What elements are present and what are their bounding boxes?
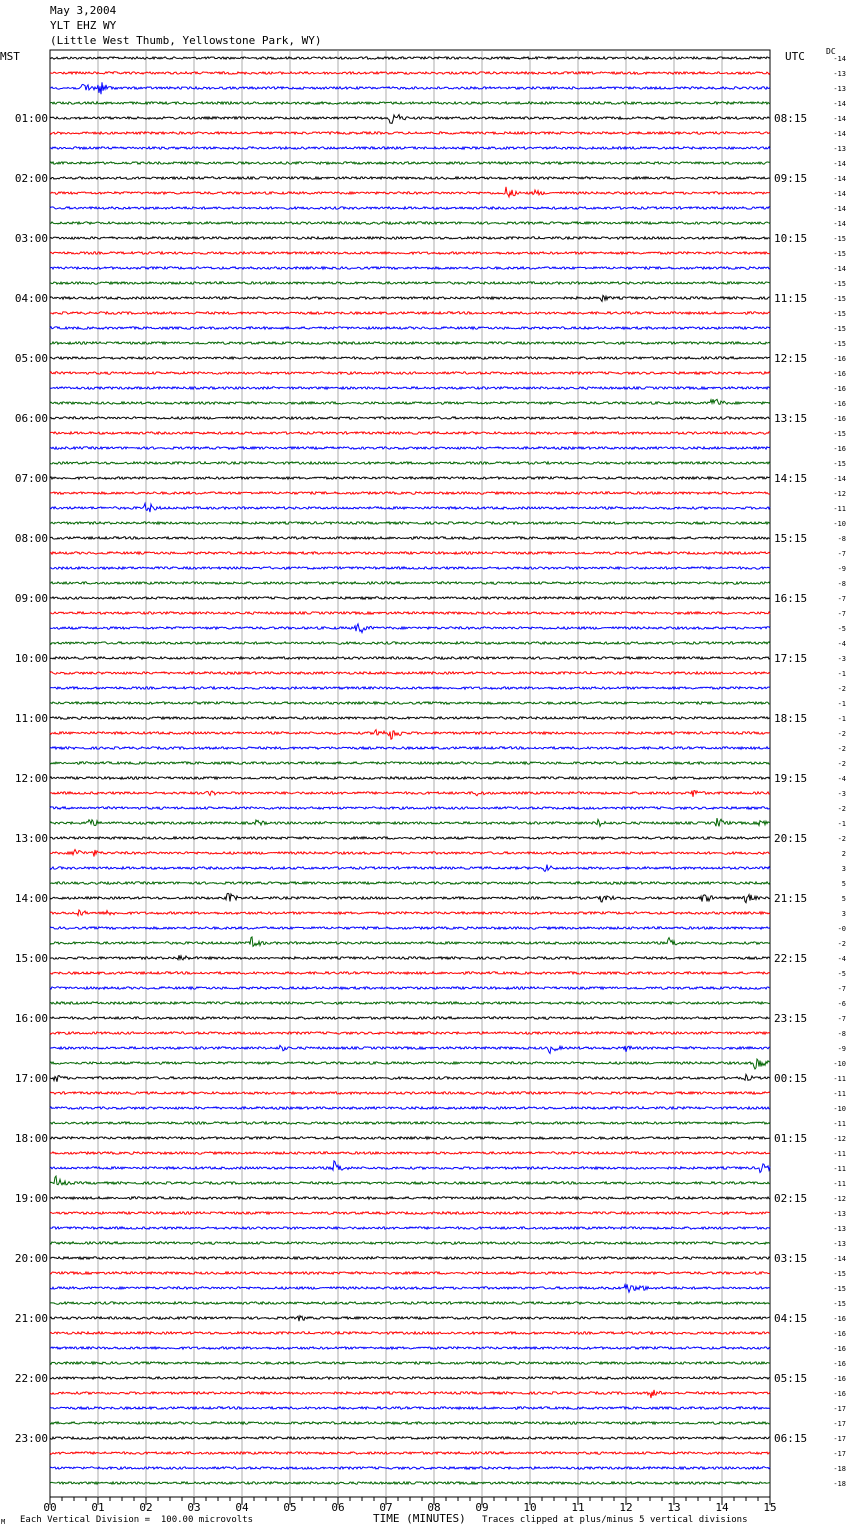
dc-offset-label: -10 [833,520,846,528]
seismic-trace [50,492,770,494]
seismic-trace [50,567,770,569]
dc-offset-label: -13 [833,1225,846,1233]
x-tick-label: 08 [427,1501,441,1514]
utc-hour-label: 21:15 [774,892,808,905]
dc-offset-label: 5 [841,895,846,903]
seismic-trace [50,597,770,599]
seismic-trace [50,1272,770,1274]
mst-hour-label: 08:00 [14,532,48,545]
dc-offset-label: -2 [837,835,846,843]
seismic-trace [50,267,770,269]
x-tick-label: 10 [523,1501,537,1514]
x-tick-label: 05 [283,1501,297,1514]
seismic-trace [50,162,770,164]
seismic-trace [50,82,770,94]
dc-offset-label: -2 [837,940,846,948]
seismic-trace [50,1122,770,1124]
mst-hour-label: 17:00 [14,1072,48,1085]
mst-hour-label: 09:00 [14,592,48,605]
seismic-trace [50,1407,770,1409]
seismic-trace [50,207,770,209]
seismic-trace [50,1377,770,1379]
dc-offset-label: -15 [833,250,846,258]
dc-offset-label: -11 [833,1075,846,1083]
seismic-trace [50,927,770,929]
seismic-trace [50,657,770,659]
seismic-trace [50,955,770,960]
dc-offset-label: -13 [833,1210,846,1218]
dc-offset-label: -1 [837,700,846,708]
seismic-trace [50,387,770,389]
dc-offset-label: -16 [833,1315,846,1323]
dc-offset-label: -13 [833,1240,846,1248]
x-tick-label: 14 [715,1501,729,1514]
dc-offset-label: 2 [841,850,846,858]
x-tick-label: 15 [763,1501,777,1514]
seismic-trace [50,1482,770,1484]
dc-offset-label: -8 [837,580,846,588]
seismic-trace [50,1032,770,1034]
dc-offset-label: -14 [833,475,846,483]
seismic-trace [50,312,770,314]
x-tick-label: 04 [235,1501,249,1514]
utc-hour-label: 10:15 [774,232,808,245]
x-axis-title: TIME (MINUTES) [373,1512,466,1525]
seismic-trace [50,791,770,797]
dc-offset-label: -1 [837,820,846,828]
utc-hour-label: 17:15 [774,652,808,665]
seismic-trace [50,937,770,946]
seismic-trace [50,1302,770,1304]
seismic-trace [50,1316,770,1321]
dc-offset-label: -16 [833,1390,846,1398]
utc-hour-label: 15:15 [774,532,808,545]
seismic-trace [50,57,770,59]
seismic-trace [50,818,770,826]
dc-offset-label: 3 [841,865,846,873]
dc-offset-label: -16 [833,445,846,453]
dc-offset-label: -1 [837,670,846,678]
mst-hour-label: 19:00 [14,1192,48,1205]
dc-offset-label: -9 [837,565,846,573]
seismic-trace [50,1059,770,1069]
dc-offset-label: -15 [833,1300,846,1308]
dc-offset-label: -2 [837,805,846,813]
utc-hour-label: 09:15 [774,172,808,185]
dc-offset-label: -10 [833,1060,846,1068]
seismic-trace [50,147,770,149]
x-tick-label: 06 [331,1501,345,1514]
seismic-trace [50,1467,770,1469]
seismic-trace [50,1017,770,1019]
seismic-trace [50,1045,770,1053]
dc-offset-label: -13 [833,85,846,93]
seismic-trace [50,972,770,974]
seismic-trace [50,1107,770,1109]
dc-offset-label: -13 [833,145,846,153]
dc-offset-label: -5 [837,970,846,978]
dc-offset-label: -17 [833,1450,846,1458]
dc-offset-label: -16 [833,415,846,423]
dc-offset-label: -14 [833,100,846,108]
utc-hour-label: 04:15 [774,1312,808,1325]
mst-hour-label: 14:00 [14,892,48,905]
utc-hour-label: 01:15 [774,1132,808,1145]
x-tick-label: 12 [619,1501,633,1514]
dc-offset-label: -12 [833,490,846,498]
utc-hour-label: 20:15 [774,832,808,845]
dc-offset-label: -16 [833,1330,846,1338]
seismic-trace [50,537,770,539]
vertical-division-note: Each Vertical Division = 100.00 microvolts [20,1515,253,1525]
mst-axis-label: MST [0,50,20,63]
dc-offset-label: -15 [833,235,846,243]
mst-hour-label: 13:00 [14,832,48,845]
seismic-trace [50,327,770,329]
seismic-trace [50,1227,770,1229]
seismic-trace [50,987,770,989]
seismic-trace [50,1437,770,1439]
dc-offset-label: -16 [833,370,846,378]
dc-offset-label: -16 [833,355,846,363]
seismic-trace [50,687,770,689]
mst-hour-label: 15:00 [14,952,48,965]
seismic-trace [50,1092,770,1094]
dc-offset-label: -0 [837,925,846,933]
dc-offset-label: -15 [833,460,846,468]
dc-label: DC [826,47,836,56]
seismic-trace [50,462,770,464]
x-tick-label: 13 [667,1501,681,1514]
seismic-trace [50,399,770,404]
dc-offset-label: -14 [833,265,846,273]
seismic-trace [50,747,770,749]
seismic-trace [50,187,770,197]
dc-offset-label: -6 [837,1000,846,1008]
seismic-trace [50,504,770,513]
seismic-trace [50,624,770,633]
seismic-trace [50,1362,770,1364]
utc-hour-label: 13:15 [774,412,808,425]
mst-hour-label: 07:00 [14,472,48,485]
dc-offset-label: -11 [833,1180,846,1188]
dc-offset-label: -16 [833,385,846,393]
seismic-trace [50,910,770,916]
dc-offset-label: -15 [833,340,846,348]
dc-offset-label: -14 [833,190,846,198]
dc-offset-label: -4 [837,955,846,963]
mst-hour-label: 02:00 [14,172,48,185]
utc-hour-label: 03:15 [774,1252,808,1265]
seismic-trace [50,1212,770,1214]
mst-hour-label: 04:00 [14,292,48,305]
dc-offset-label: -1 [837,715,846,723]
utc-axis-label: UTC [785,50,805,63]
dc-offset-label: 3 [841,910,846,918]
seismic-trace [50,807,770,809]
x-tick-label: 09 [475,1501,489,1514]
seismic-trace [50,552,770,554]
x-tick-label: 03 [187,1501,201,1514]
seismic-trace [50,1390,770,1398]
seismic-trace [50,177,770,179]
seismic-trace [50,642,770,644]
seismic-trace [50,1074,770,1081]
dc-offset-label: -2 [837,760,846,768]
seismic-trace [50,893,770,902]
dc-offset-label: -3 [837,790,846,798]
mst-hour-label: 01:00 [14,112,48,125]
dc-offset-label: -14 [833,55,846,63]
dc-offset-label: -15 [833,430,846,438]
seismic-trace [50,237,770,239]
x-tick-label: 01 [91,1501,105,1514]
utc-hour-label: 14:15 [774,472,808,485]
dc-offset-label: -17 [833,1420,846,1428]
utc-hour-label: 18:15 [774,712,808,725]
station-code: YLT EHZ WY [50,19,117,32]
mst-hour-label: 23:00 [14,1432,48,1445]
utc-hour-label: 12:15 [774,352,808,365]
seismic-trace [50,72,770,74]
dc-offset-label: -15 [833,295,846,303]
seismic-trace [50,295,770,301]
dc-offset-label: -2 [837,745,846,753]
seismic-trace [50,372,770,374]
dc-offset-label: -15 [833,325,846,333]
dc-offset-label: 5 [841,880,846,888]
dc-offset-label: -12 [833,1135,846,1143]
utc-hour-label: 02:15 [774,1192,808,1205]
mst-hour-label: 10:00 [14,652,48,665]
utc-hour-label: 00:15 [774,1072,808,1085]
dc-offset-label: -18 [833,1465,846,1473]
x-tick-label: 02 [139,1501,153,1514]
dc-offset-label: -3 [837,655,846,663]
utc-hour-label: 16:15 [774,592,808,605]
seismic-trace [50,1176,770,1185]
dc-offset-label: -11 [833,505,846,513]
utc-hour-label: 11:15 [774,292,808,305]
seismic-trace [50,612,770,614]
dc-offset-label: -16 [833,400,846,408]
mst-hour-label: 12:00 [14,772,48,785]
seismic-trace [50,222,770,224]
dc-offset-label: -8 [837,535,846,543]
seismic-trace [50,1422,770,1424]
seismic-trace [50,282,770,284]
corner-mark: M [1,1518,6,1526]
mst-hour-label: 22:00 [14,1372,48,1385]
seismic-trace [50,837,770,839]
mst-hour-label: 06:00 [14,412,48,425]
dc-offset-label: -4 [837,640,846,648]
dc-offset-label: -5 [837,625,846,633]
seismic-trace [50,342,770,344]
seismic-trace [50,850,770,857]
dc-offset-label: -15 [833,310,846,318]
mst-hour-label: 16:00 [14,1012,48,1025]
seismic-trace [50,1284,770,1292]
seismic-trace [50,1242,770,1244]
dc-offset-label: -11 [833,1120,846,1128]
dc-offset-label: -16 [833,1375,846,1383]
seismic-trace [50,447,770,449]
dc-offset-label: -16 [833,1360,846,1368]
utc-hour-label: 19:15 [774,772,808,785]
dc-offset-label: -4 [837,775,846,783]
seismic-trace [50,432,770,434]
seismic-trace [50,762,770,764]
dc-offset-label: -14 [833,1255,846,1263]
seismic-trace [50,252,770,254]
dc-offset-label: -17 [833,1405,846,1413]
dc-offset-label: -14 [833,220,846,228]
seismic-trace [50,1347,770,1349]
seismic-trace [50,522,770,524]
dc-offset-label: -2 [837,730,846,738]
x-tick-label: 00 [43,1501,57,1514]
seismic-trace [50,115,770,124]
seismic-trace [50,132,770,134]
seismic-trace [50,1332,770,1334]
dc-offset-label: -16 [833,1345,846,1353]
seismic-trace [50,672,770,674]
seismic-trace [50,702,770,704]
station-location: (Little West Thumb, Yellowstone Park, WY) [50,34,322,47]
seismic-trace [50,882,770,884]
dc-offset-label: -14 [833,205,846,213]
dc-offset-label: -7 [837,985,846,993]
dc-offset-label: -10 [833,1105,846,1113]
dc-offset-label: -17 [833,1435,846,1443]
utc-hour-label: 06:15 [774,1432,808,1445]
x-tick-label: 07 [379,1501,393,1514]
dc-offset-label: -14 [833,160,846,168]
seismic-trace [50,777,770,779]
mst-hour-label: 03:00 [14,232,48,245]
mst-hour-label: 11:00 [14,712,48,725]
dc-offset-label: -14 [833,130,846,138]
dc-offset-label: -13 [833,70,846,78]
seismic-trace [50,102,770,104]
seismic-trace [50,582,770,584]
seismic-trace [50,1137,770,1139]
seismic-trace [50,730,770,740]
mst-hour-label: 20:00 [14,1252,48,1265]
dc-offset-label: -11 [833,1150,846,1158]
clip-note: Traces clipped at plus/minus 5 vertical divisions [482,1515,748,1525]
dc-offset-label: -9 [837,1045,846,1053]
dc-offset-label: -12 [833,1195,846,1203]
seismic-trace [50,417,770,419]
dc-offset-label: -11 [833,1165,846,1173]
utc-hour-label: 22:15 [774,952,808,965]
dc-offset-label: -7 [837,1015,846,1023]
dc-offset-label: -14 [833,175,846,183]
seismic-trace [50,717,770,719]
seismic-trace [50,1002,770,1004]
seismic-trace [50,1257,770,1259]
plot-date: May 3,2004 [50,4,117,17]
mst-hour-label: 21:00 [14,1312,48,1325]
seismic-trace [50,1152,770,1154]
utc-hour-label: 08:15 [774,112,808,125]
dc-offset-label: -15 [833,1270,846,1278]
dc-offset-label: -2 [837,685,846,693]
utc-hour-label: 05:15 [774,1372,808,1385]
x-tick-label: 11 [571,1501,585,1514]
seismic-trace [50,865,770,872]
seismic-trace [50,477,770,479]
utc-hour-label: 23:15 [774,1012,808,1025]
dc-offset-label: -7 [837,610,846,618]
mst-hour-label: 18:00 [14,1132,48,1145]
dc-offset-label: -7 [837,595,846,603]
dc-offset-label: -11 [833,1090,846,1098]
seismic-trace [50,1161,770,1173]
dc-offset-label: -8 [837,1030,846,1038]
dc-offset-label: -18 [833,1480,846,1488]
seismic-trace [50,1197,770,1199]
seismic-trace [50,1452,770,1454]
seismic-trace [50,357,770,359]
dc-offset-label: -15 [833,280,846,288]
dc-offset-label: -14 [833,115,846,123]
dc-offset-label: -7 [837,550,846,558]
dc-offset-label: -15 [833,1285,846,1293]
mst-hour-label: 05:00 [14,352,48,365]
